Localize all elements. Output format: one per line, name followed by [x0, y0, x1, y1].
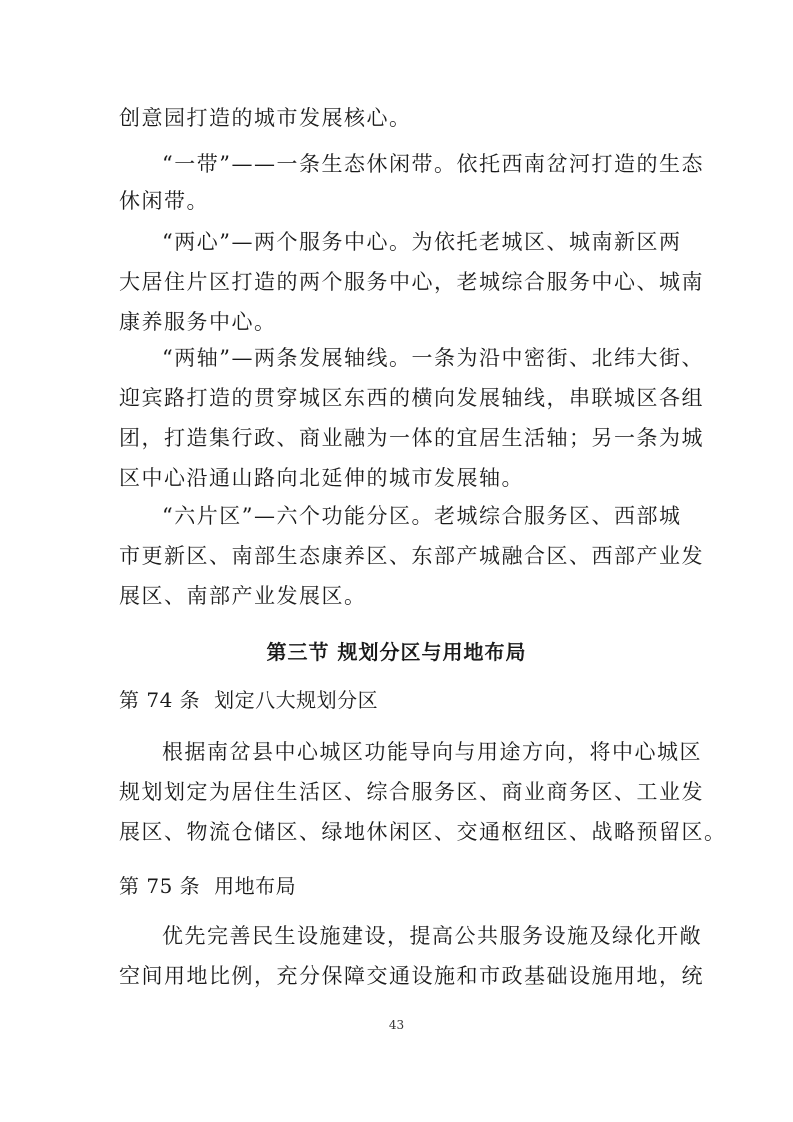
article-75-heading [119, 872, 296, 900]
paragraph-line: 大居住片区打造的两个服务中心，老城综合服务中心、城南 [119, 270, 704, 294]
paragraph-line: 空间用地比例，充分保障交通设施和市政基础设施用地，统 [119, 964, 704, 988]
paragraph-line: 团，打造集行政、商业融为一体的宜居生活轴；另一条为城 [119, 426, 704, 450]
section-heading: 第三节 规划分区与用地布局 [266, 640, 527, 664]
paragraph-line: “两心”—两个服务中心。为依托老城区、城南新区两 [162, 230, 682, 254]
paragraph-line: “一带”——一条生态休闲带。依托西南岔河打造的生态 [162, 152, 704, 176]
paragraph-line: “两轴”—两条发展轴线。一条为沿中密街、北纬大街、 [162, 346, 704, 370]
paragraph-line: 根据南岔县中心城区功能导向与用途方向，将中心城区 [162, 740, 702, 764]
paragraph-line: 展区、南部产业发展区。 [119, 584, 367, 608]
paragraph-line: 休闲带。 [119, 189, 209, 213]
article-title: 用地布局 [214, 874, 297, 898]
paragraph-line: 区中心沿通山路向北延伸的城市发展轴。 [119, 466, 524, 490]
paragraph-line: 市更新区、南部生态康养区、东部产城融合区、西部产业发 [119, 544, 704, 568]
article-number: 第 75 条 [119, 874, 201, 898]
paragraph-line: 迎宾路打造的贯穿城区东西的横向发展轴线，串联城区各组 [119, 386, 704, 410]
paragraph-line: 规划划定为居住生活区、综合服务区、商业商务区、工业发 [119, 780, 704, 804]
paragraph-line: 康养服务中心。 [119, 310, 277, 334]
page-number: 43 [388, 1018, 405, 1032]
paragraph-line: 创意园打造的城市发展核心。 [119, 106, 412, 130]
article-title: 划定八大规划分区 [214, 688, 379, 712]
paragraph-line: “六片区”—六个功能分区。老城综合服务区、西部城 [162, 504, 682, 528]
article-74-heading [119, 686, 378, 714]
article-number: 第 74 条 [119, 688, 201, 712]
paragraph-line: 优先完善民生设施建设，提高公共服务设施及绿化开敞 [162, 924, 702, 948]
paragraph-line: 展区、物流仓储区、绿地休闲区、交通枢纽区、战略预留区。 [119, 820, 727, 844]
